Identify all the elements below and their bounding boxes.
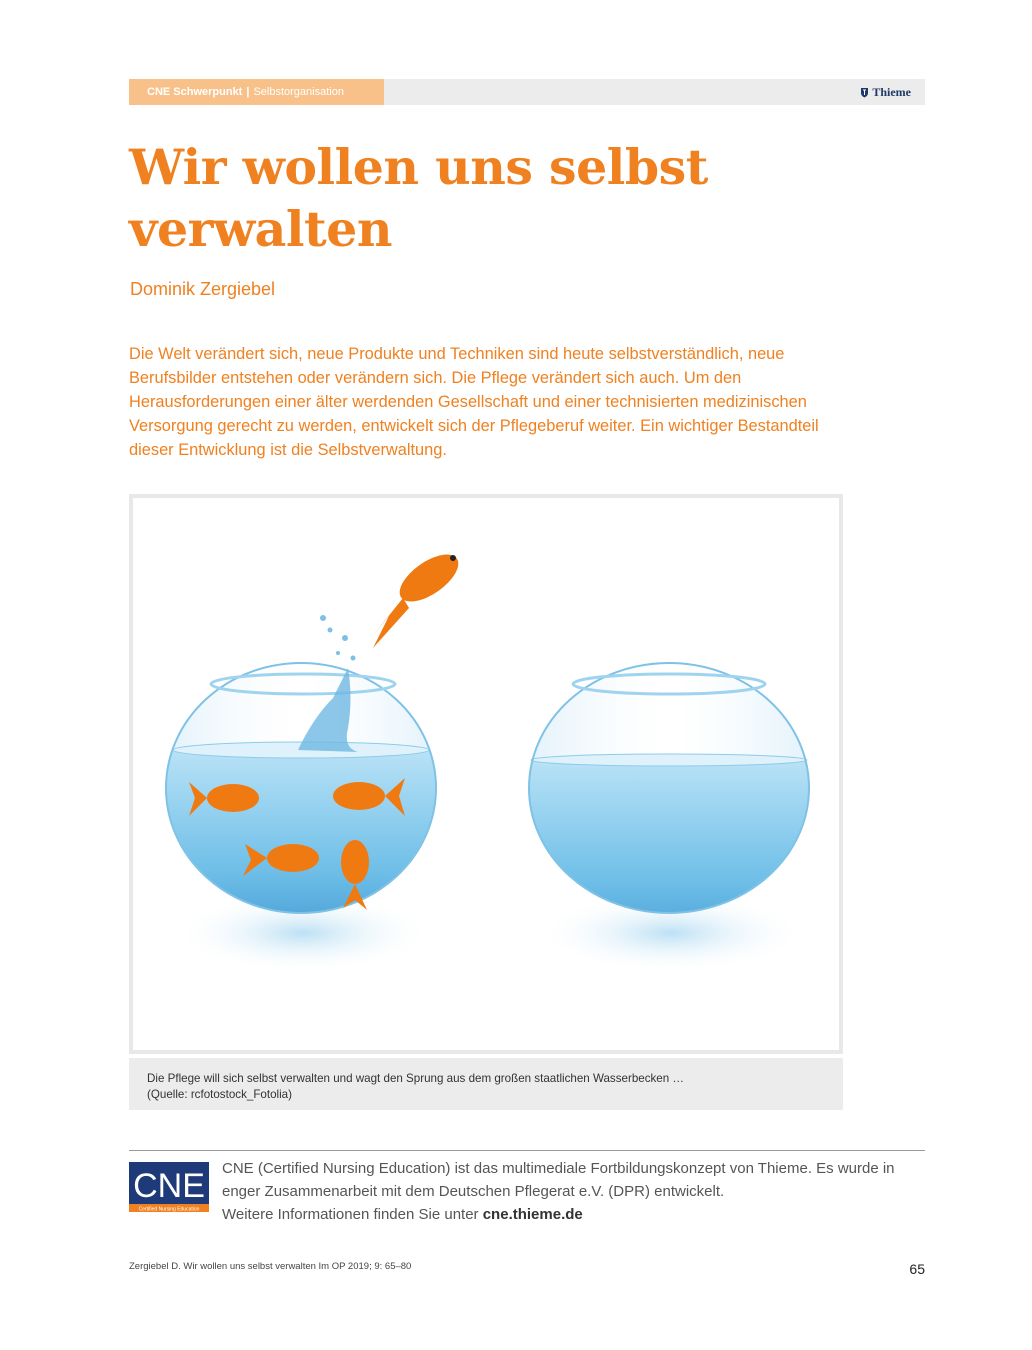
left-fishbowl [153, 615, 453, 950]
publisher-name: Thieme [872, 85, 911, 99]
cne-logo-subtext: Certified Nursing Education [138, 1206, 200, 1212]
thieme-shield-icon [860, 87, 869, 98]
cne-link[interactable]: cne.thieme.de [482, 1206, 583, 1223]
page-number: 65 [909, 1261, 925, 1277]
topic-label: Selbstorganisation [253, 86, 344, 98]
header-bar [129, 79, 925, 105]
section-separator: | [246, 86, 250, 98]
section-tag [129, 79, 384, 105]
jumping-goldfish [371, 545, 466, 648]
article-author: Dominik Zergiebel [130, 279, 276, 299]
cne-line-1: CNE (Certified Nursing Education) ist das multimediale Fortbildungskonzept von Thieme. Es wurde in [222, 1160, 895, 1177]
citation-footer: Zergiebel D. Wir wollen uns selbst verwalten Im OP 2019; 9: 65–80 [129, 1261, 412, 1272]
article-abstract: Die Welt verändert sich, neue Produkte und Techniken sind heute selbstverständlich, neue Berufsbilder entstehen oder verändern sich. Die Pflege verändert sich auch. Um den Herausforderungen einer älter werdenden Gesellschaft und einer technisierten medizinischen Versorgung gerecht zu werden, entwickelt sich der Pflegeberuf weiter. Ein wichtiger Bestandteil dieser Entwicklung ist die Selbstverwaltung. [129, 345, 819, 459]
caption-text: Die Pflege will sich selbst verwalten und wagt den Sprung aus dem großen staatlichen Wasserbecken … [147, 1072, 685, 1085]
cne-logo-text: CNE [133, 1167, 205, 1205]
divider [129, 1150, 925, 1151]
publisher-logo [860, 79, 911, 105]
cne-line-2: enger Zusammenarbeit mit dem Deutschen Pflegerat e.V. (DPR) entwickelt. [222, 1183, 725, 1200]
figure-caption [129, 1058, 843, 1110]
goldfish-bowls-image [133, 498, 839, 1050]
cne-line-3 [222, 1203, 932, 1226]
cne-line-3-prefix: Weitere Informationen finden Sie unter [222, 1206, 483, 1223]
cne-logo [129, 1162, 209, 1212]
section-label: CNE Schwerpunkt [147, 86, 243, 98]
cne-description [222, 1157, 932, 1226]
caption-source: (Quelle: rcfotostock_Fotolia) [147, 1088, 292, 1101]
article-figure [129, 494, 843, 1054]
article-title: Wir wollen uns selbst verwalten [129, 138, 708, 258]
